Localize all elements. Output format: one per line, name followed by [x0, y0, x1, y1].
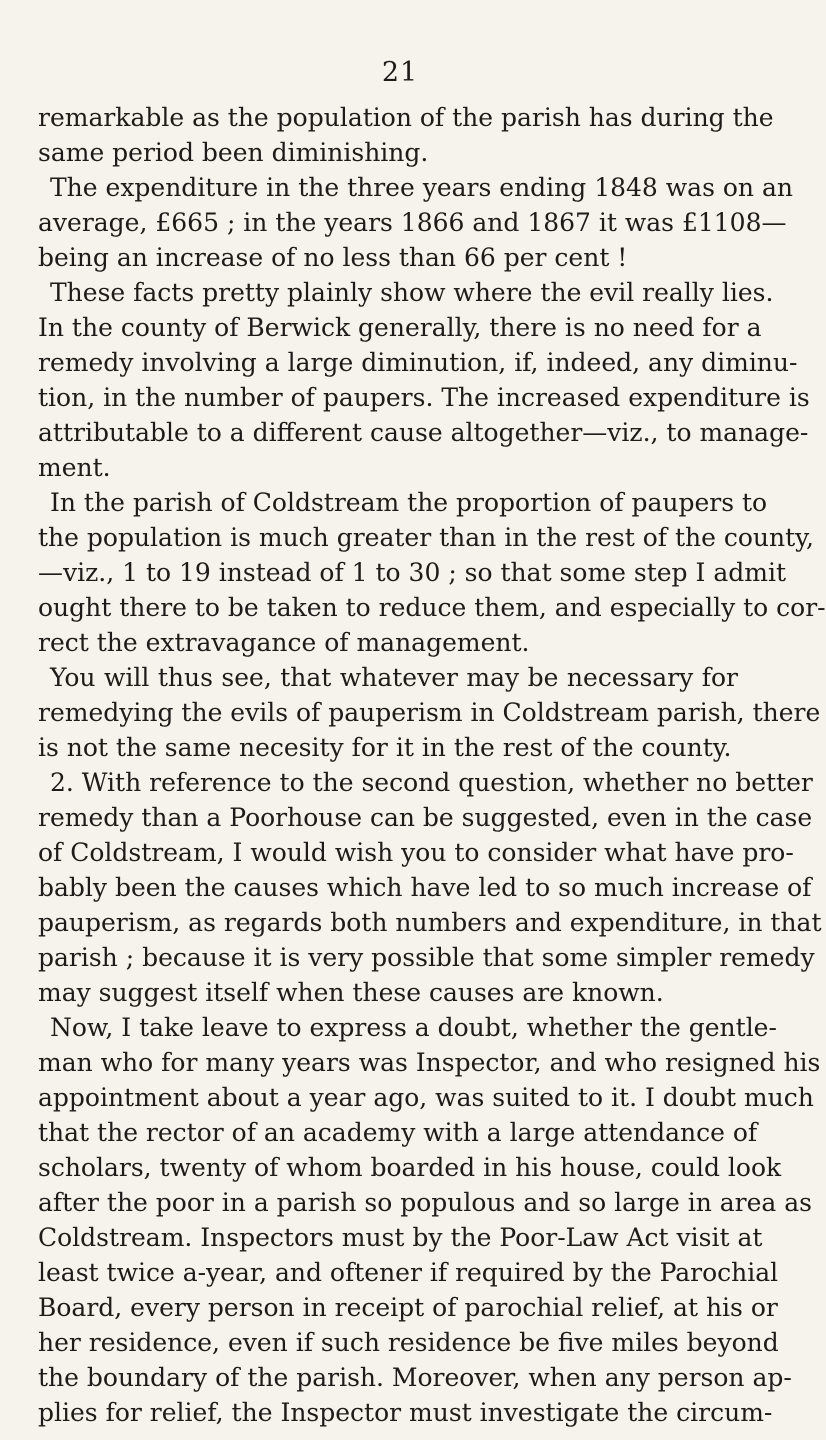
text-line: The expenditure in the three years ending 1848 was on an — [50, 173, 793, 202]
text-line: Now, I take leave to express a doubt, whether the gentle- — [50, 1013, 777, 1042]
text-line: You will thus see, that whatever may be necessary for — [50, 663, 738, 692]
text-line: being an increase of no less than 66 per cent ! — [38, 243, 628, 272]
text-line: 2. With reference to the second question, whether no better — [50, 768, 813, 797]
text-line: —viz., 1 to 19 instead of 1 to 30 ; so that some step I admit — [38, 558, 786, 587]
text-line: after the poor in a parish so populous and so large in area as — [38, 1188, 812, 1217]
text-line: her residence, even if such residence be five miles beyond — [38, 1328, 779, 1357]
text-line: scholars, twenty of whom boarded in his house, could look — [38, 1153, 782, 1182]
text-line: attributable to a different cause altogether—viz., to manage- — [38, 418, 809, 447]
text-line: remedy than a Poorhouse can be suggested, even in the case — [38, 803, 813, 832]
text-line: In the parish of Coldstream the proportion of paupers to — [50, 488, 768, 517]
text-line: the boundary of the parish. Moreover, when any person ap- — [38, 1363, 792, 1392]
text-line: remarkable as the population of the parish has during the — [38, 103, 774, 132]
text-line: plies for relief, the Inspector must investigate the circum- — [38, 1398, 773, 1427]
text-line: parish ; because it is very possible that some simpler remedy — [38, 943, 815, 972]
text-line: that the rector of an academy with a large attendance of — [38, 1118, 758, 1147]
text-line: least twice a-year, and oftener if required by the Parochial — [38, 1258, 779, 1287]
text-line: appointment about a year ago, was suited to it. I doubt much — [38, 1083, 814, 1112]
body-text — [38, 100, 826, 1430]
text-line: rect the extravagance of management. — [38, 628, 530, 657]
text-line: may suggest itself when these causes are known. — [38, 978, 664, 1007]
text-line: man who for many years was Inspector, and who resigned his — [38, 1048, 821, 1077]
text-line: Board, every person in receipt of parochial relief, at his or — [38, 1293, 778, 1322]
text-line: tion, in the number of paupers. The increased expenditure is — [38, 383, 810, 412]
text-line: average, £665 ; in the years 1866 and 1867 it was £1108— — [38, 208, 787, 237]
page-number: 21 — [381, 57, 419, 88]
text-line: Coldstream. Inspectors must by the Poor-Law Act visit at — [38, 1223, 763, 1252]
text-line: remedy involving a large diminution, if, indeed, any diminu- — [38, 348, 798, 377]
text-line: ment. — [38, 453, 111, 482]
text-line: the population is much greater than in the rest of the county, — [38, 523, 814, 552]
text-line: of Coldstream, I would wish you to consider what have pro- — [38, 838, 794, 867]
text-line: remedying the evils of pauperism in Coldstream parish, there — [38, 698, 821, 727]
text-line: These facts pretty plainly show where the evil really lies. — [50, 278, 774, 307]
text-line: is not the same necesity for it in the rest of the county. — [38, 733, 732, 762]
text-line: bably been the causes which have led to so much increase of — [38, 873, 812, 902]
text-line: pauperism, as regards both numbers and expenditure, in that — [38, 908, 822, 937]
text-line: same period been diminishing. — [38, 138, 429, 167]
text-line: In the county of Berwick generally, there is no need for a — [38, 313, 762, 342]
text-line: ought there to be taken to reduce them, and especially to cor- — [38, 593, 826, 622]
